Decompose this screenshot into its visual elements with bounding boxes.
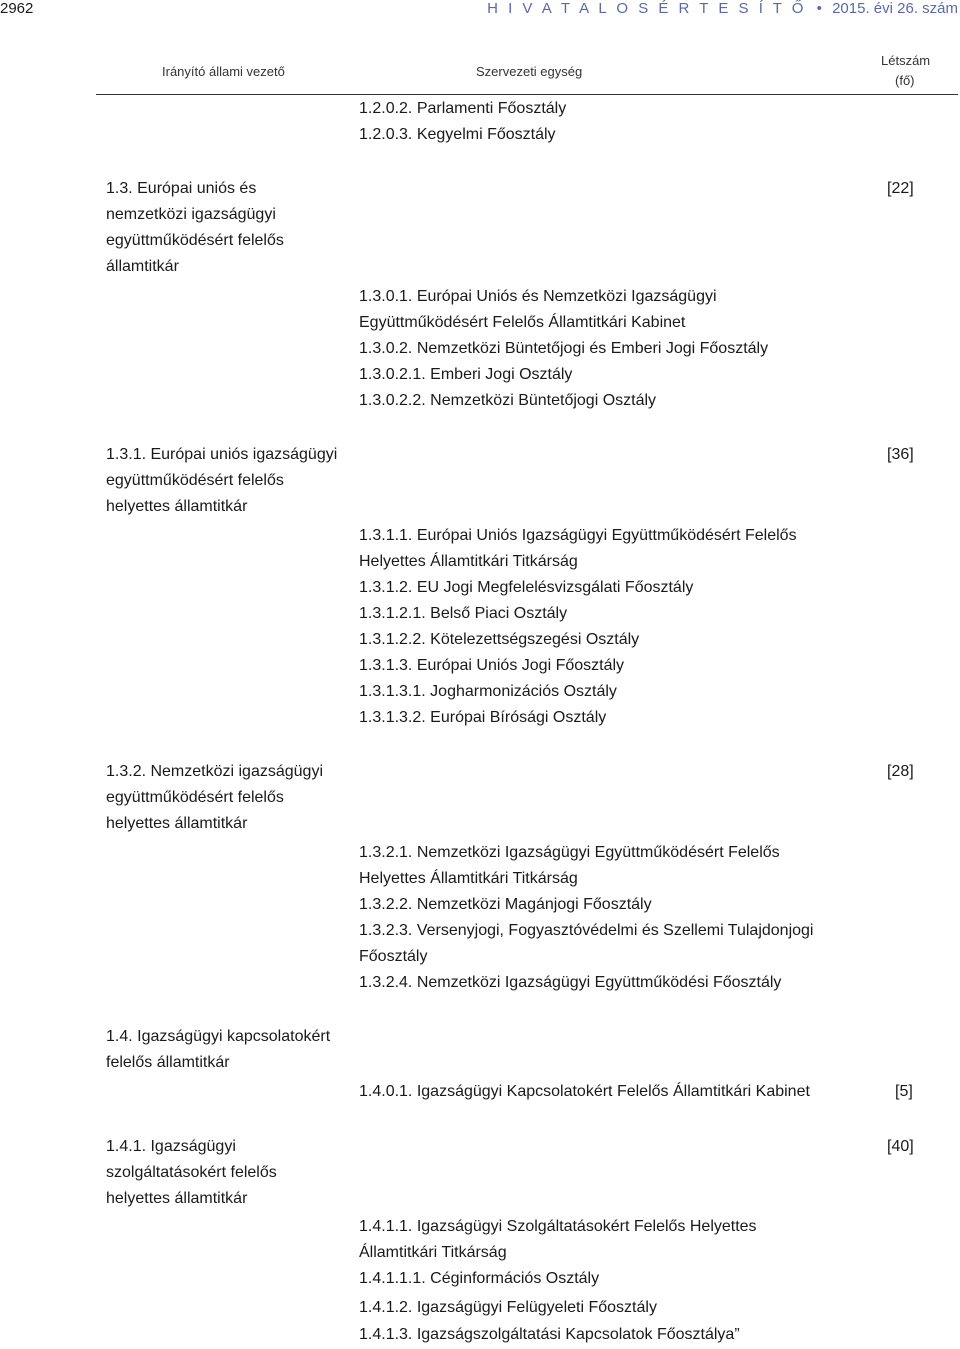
text-line: helyettes államtitkár <box>106 815 248 832</box>
text-line: 1.3.1.2. EU Jogi Megfelelésvizsgálati Főosztály <box>359 579 694 596</box>
col-header-unit: Szervezeti egység <box>476 64 583 79</box>
text-line: 1.4.1.2. Igazságügyi Felügyeleti Főosztály <box>359 1299 657 1316</box>
text-line: 1.3.2.3. Versenyjogi, Fogyasztóvédelmi és Szellemi Tulajdonjogi <box>359 922 814 939</box>
text-line: 1.4.0.1. Igazságügyi Kapcsolatokért Felelős Államtitkári Kabinet <box>359 1083 810 1100</box>
headcount: [40] <box>887 1138 914 1155</box>
headcount: [22] <box>887 180 914 197</box>
running-header <box>487 0 958 17</box>
journal-title: H I V A T A L O S É R T E S Í T Ő <box>487 0 807 17</box>
text-line: Helyettes Államtitkári Titkárság <box>359 553 578 570</box>
text-line: helyettes államtitkár <box>106 1190 248 1207</box>
header-rule <box>96 94 958 95</box>
header-bullet: • <box>816 0 822 17</box>
text-line: 1.3.2.2. Nemzetközi Magánjogi Főosztály <box>359 896 652 913</box>
text-line: 1.3.0.2.2. Nemzetközi Büntetőjogi Osztály <box>359 392 657 409</box>
col-header-leader: Irányító állami vezető <box>162 64 285 79</box>
text-line: 1.4.1. Igazságügyi <box>106 1138 236 1155</box>
text-line: 1.4. Igazságügyi kapcsolatokért <box>106 1028 331 1045</box>
text-line: 1.2.0.3. Kegyelmi Főosztály <box>359 126 556 143</box>
text-line: 1.4.1.3. Igazságszolgáltatási Kapcsolatok Főosztálya” <box>359 1326 740 1343</box>
text-line: 1.4.1.1.1. Céginformációs Osztály <box>359 1270 600 1287</box>
text-line: 1.4.1.1. Igazságügyi Szolgáltatásokért Felelős Helyettes <box>359 1218 757 1235</box>
text-line: 1.3.1. Európai uniós igazságügyi <box>106 446 338 463</box>
text-line: Főosztály <box>359 948 428 965</box>
text-line: 1.3.0.2. Nemzetközi Büntetőjogi és Emberi Jogi Főosztály <box>359 340 769 357</box>
text-line: együttműködésért felelős <box>106 789 284 806</box>
text-line: Helyettes Államtitkári Titkárság <box>359 870 578 887</box>
text-line: 1.3.2.4. Nemzetközi Igazságügyi Együttműködési Főosztály <box>359 974 782 991</box>
col-header-headcount: Létszám <box>881 53 931 68</box>
text-line: 1.3.1.3. Európai Uniós Jogi Főosztály <box>359 657 625 674</box>
text-line: szolgáltatásokért felelős <box>106 1164 277 1181</box>
text-line: 1.3.1.2.2. Kötelezettségszegési Osztály <box>359 631 640 648</box>
page-number: 2962 <box>0 0 34 17</box>
text-line: Együttműködésért Felelős Államtitkári Kabinet <box>359 314 686 331</box>
text-line: együttműködésért felelős <box>106 232 284 249</box>
text-line: 1.3.0.1. Európai Uniós és Nemzetközi Igazságügyi <box>359 288 717 305</box>
headcount: [36] <box>887 446 914 463</box>
text-line: 1.3.1.2.1. Belső Piaci Osztály <box>359 605 568 622</box>
col-header-headcount-unit: (fő) <box>895 73 915 88</box>
text-line: 1.3.1.3.1. Jogharmonizációs Osztály <box>359 683 617 700</box>
text-line: nemzetközi igazságügyi <box>106 206 276 223</box>
text-line: 1.3.2. Nemzetközi igazságügyi <box>106 763 323 780</box>
text-line: Államtitkári Titkárság <box>359 1244 507 1261</box>
text-line: 1.3.0.2.1. Emberi Jogi Osztály <box>359 366 573 383</box>
text-line: államtitkár <box>106 258 179 275</box>
headcount: [28] <box>887 763 914 780</box>
text-line: helyettes államtitkár <box>106 498 248 515</box>
text-line: 1.3.1.1. Európai Uniós Igazságügyi Együttműködésért Felelős <box>359 527 797 544</box>
text-line: 1.2.0.2. Parlamenti Főosztály <box>359 100 567 117</box>
text-line: 1.3.1.3.2. Európai Bírósági Osztály <box>359 709 607 726</box>
text-line: 1.3.2.1. Nemzetközi Igazságügyi Együttműködésért Felelős <box>359 844 780 861</box>
text-line: együttműködésért felelős <box>106 472 284 489</box>
issue-label: 2015. évi 26. szám <box>832 0 958 17</box>
text-line: 1.3. Európai uniós és <box>106 180 257 197</box>
headcount: [5] <box>895 1083 913 1100</box>
text-line: felelős államtitkár <box>106 1054 230 1071</box>
